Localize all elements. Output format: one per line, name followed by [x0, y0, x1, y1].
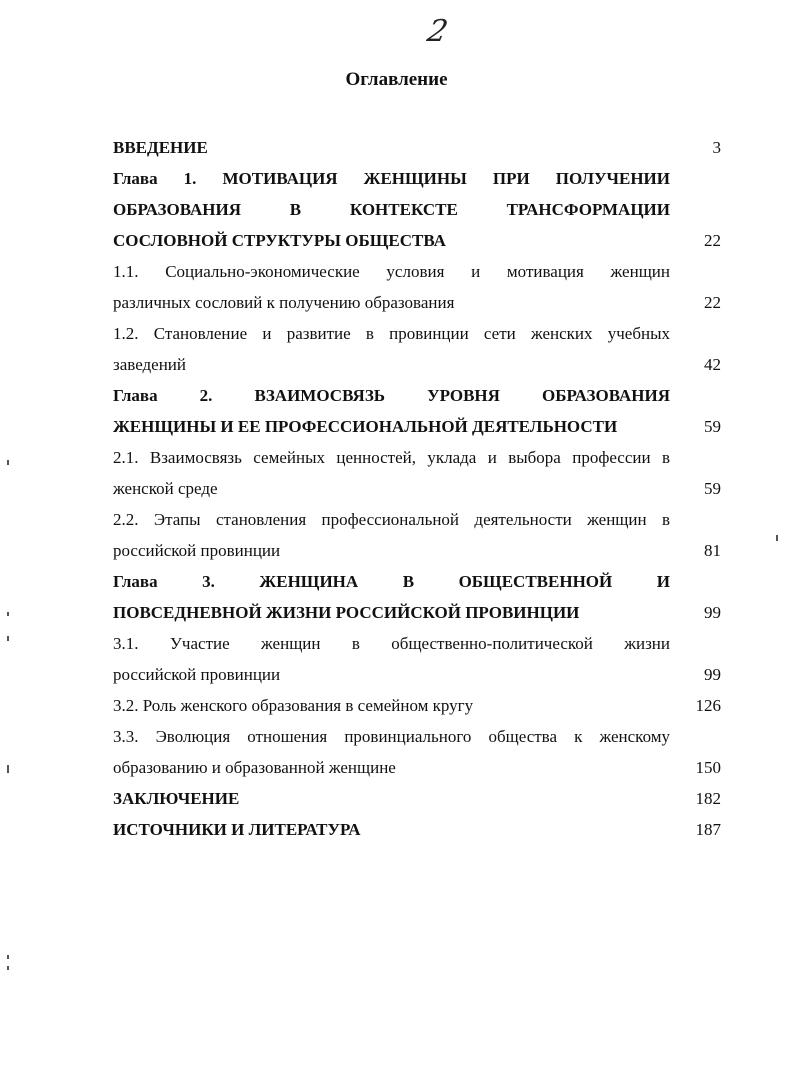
toc-entry-line: Глава 2. ВЗАИМОСВЯЗЬ УРОВНЯ ОБРАЗОВАНИЯ: [113, 386, 670, 405]
toc-entry-subsection: [113, 690, 721, 721]
toc-entry-line: 2.2. Этапы становления профессиональной деятельности женщин в: [113, 510, 670, 529]
toc-entry-line: 2.1. Взаимосвязь семейных ценностей, уклада и выбора профессии в: [113, 448, 670, 467]
toc-entry-subsection: [113, 721, 721, 783]
toc-page-number: 22: [704, 293, 721, 312]
toc-page-number: 42: [704, 355, 721, 374]
toc-entry-section: [113, 132, 721, 163]
toc-entry-line: российской провинции: [113, 665, 281, 684]
toc-entry-subsection: [113, 318, 721, 380]
toc-entry-line: Глава 3. ЖЕНЩИНА В ОБЩЕСТВЕННОЙ И: [113, 572, 670, 591]
toc-entry-line: 3.2. Роль женского образования в семейном кругу: [113, 696, 474, 715]
toc-page-number: 59: [704, 417, 721, 436]
scan-artifact: [7, 460, 9, 465]
toc-entry-subsection: [113, 504, 721, 566]
toc-page-number: 59: [704, 479, 721, 498]
scan-artifact: [7, 765, 9, 773]
toc-entry-line: образованию и образованной женщине: [113, 758, 396, 777]
scan-artifact: [7, 955, 9, 959]
toc-entry-subsection: [113, 442, 721, 504]
toc-page-number: 22: [704, 231, 721, 250]
toc-entry-chapter: [113, 163, 721, 256]
table-of-contents: [113, 132, 721, 845]
toc-entry-line: 1.1. Социально-экономические условия и мотивация женщин: [113, 262, 670, 281]
toc-entry-line: ИСТОЧНИКИ И ЛИТЕРАТУРА: [113, 820, 361, 839]
handwritten-page-number: 2: [424, 14, 451, 49]
toc-entry-line: ЗАКЛЮЧЕНИЕ: [113, 789, 240, 808]
toc-entry-section: [113, 783, 721, 814]
scan-artifact: [7, 636, 9, 641]
page-title: Оглавление: [345, 69, 448, 90]
scan-artifact: [776, 535, 778, 541]
toc-page-number: 182: [695, 789, 721, 808]
scan-artifact: [7, 612, 9, 616]
toc-page-number: 99: [704, 603, 721, 622]
scan-artifact: [7, 966, 9, 970]
toc-entry-subsection: [113, 628, 721, 690]
toc-entry-line: женской среде: [113, 479, 218, 498]
toc-entry-line: 3.1. Участие женщин в общественно-политической жизни: [113, 634, 670, 653]
toc-entry-section: [113, 814, 721, 845]
toc-entry-line: 1.2. Становление и развитие в провинции сети женских учебных: [113, 324, 670, 343]
toc-page-number: 187: [695, 820, 721, 839]
toc-entry-line: заведений: [113, 355, 186, 374]
toc-entry-line: различных сословий к получению образования: [113, 293, 455, 312]
toc-page-number: 3: [712, 138, 721, 157]
toc-entry-line: 3.3. Эволюция отношения провинциального общества к женскому: [113, 727, 670, 746]
toc-entry-chapter: [113, 380, 721, 442]
toc-page-number: 81: [704, 541, 721, 560]
toc-entry-line: ЖЕНЩИНЫ И ЕЕ ПРОФЕССИОНАЛЬНОЙ ДЕЯТЕЛЬНОСТИ: [113, 417, 618, 436]
toc-page-number: 126: [695, 696, 721, 715]
toc-entry-line: СОСЛОВНОЙ СТРУКТУРЫ ОБЩЕСТВА: [113, 231, 446, 250]
toc-page-number: 150: [695, 758, 721, 777]
toc-entry-line: Глава 1. МОТИВАЦИЯ ЖЕНЩИНЫ ПРИ ПОЛУЧЕНИИ: [113, 169, 670, 188]
toc-page-number: 99: [704, 665, 721, 684]
toc-entry-subsection: [113, 256, 721, 318]
toc-entry-line: ОБРАЗОВАНИЯ В КОНТЕКСТЕ ТРАНСФОРМАЦИИ: [113, 200, 670, 219]
toc-entry-chapter: [113, 566, 721, 628]
toc-entry-line: российской провинции: [113, 541, 281, 560]
toc-entry-line: ВВЕДЕНИЕ: [113, 138, 208, 157]
toc-entry-line: ПОВСЕДНЕВНОЙ ЖИЗНИ РОССИЙСКОЙ ПРОВИНЦИИ: [113, 603, 580, 622]
